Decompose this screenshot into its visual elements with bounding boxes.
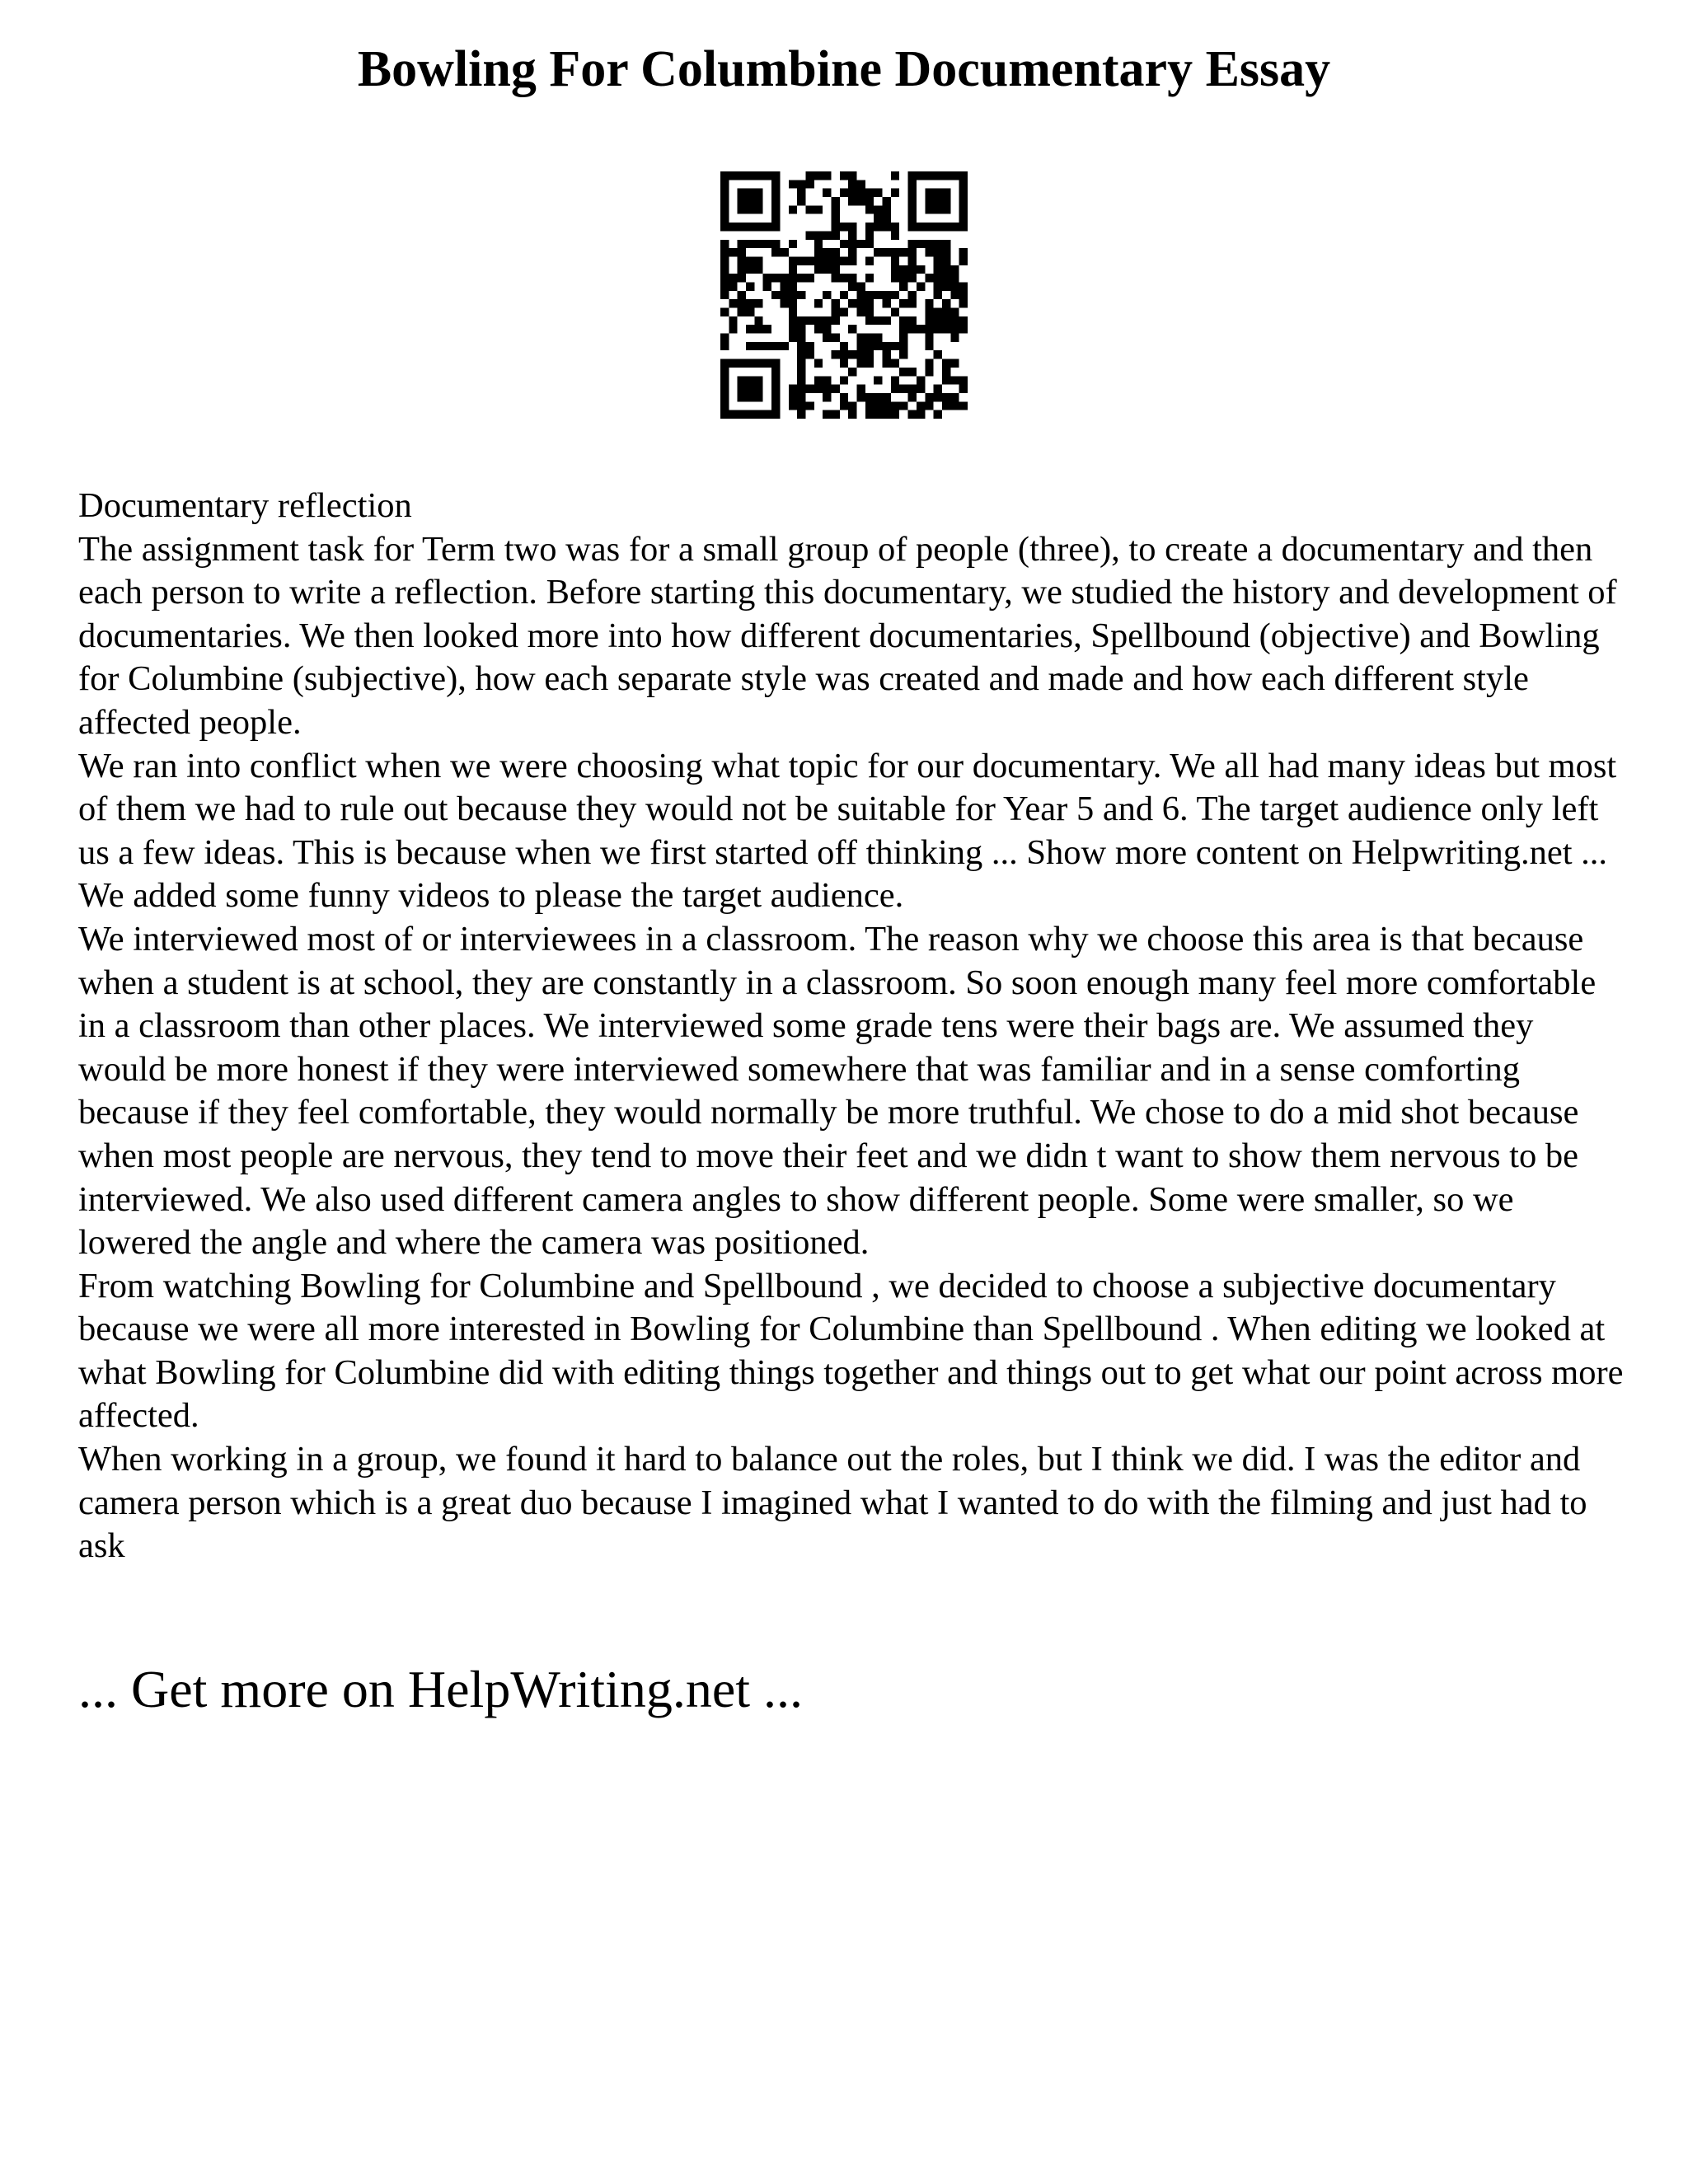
essay-paragraph: From watching Bowling for Columbine and Spellbound , we decided to choose a subjective documentary because we were all more interested in Bowling for Columbine than Spellbound . When editing we looked at what Bowling for Columbine did with editing things together and things out to get what our point across more affected. xyxy=(78,1266,1624,1436)
essay-paragraph: We added some funny videos to please the target audience. xyxy=(78,876,904,916)
qr-code-icon xyxy=(720,171,968,419)
essay-paragraph: When working in a group, we found it hard to balance out the roles, but I think we did. I was the editor and camera person which is a great duo because I imagined what I wanted to do with the filming and just had to ask xyxy=(78,1440,1587,1566)
essay-body xyxy=(78,485,1628,1568)
essay-paragraph: We ran into conflict when we were choosing what topic for our documentary. We all had many ideas but most of them we had to rule out because they would not be suitable for Year 5 and 6. The target audience only left us a few ideas. This is because when we first started off thinking ... Show more content on Helpwriting.net ... xyxy=(78,746,1617,872)
document-title: Bowling For Columbine Documentary Essay xyxy=(357,41,1331,97)
get-more-link[interactable]: ... Get more on HelpWriting.net ... xyxy=(78,1660,803,1718)
essay-heading: Documentary reflection xyxy=(78,486,412,525)
essay-paragraph: We interviewed most of or interviewees in a classroom. The reason why we choose this area is that because when a student is at school, they are constantly in a classroom. So soon enough many feel more comfortable in a classroom than other places. We interviewed some grade tens were their bags are. We assumed they would be more honest if they were interviewed somewhere that was familiar and in a sense comforting because if they feel comfortable, they would normally be more truthful. We chose to do a mid shot because when most people are nervous, they tend to move their feet and we didn t want to show them nervous to be interviewed. We also used different camera angles to show different people. Some were smaller, so we lowered the angle and where the camera was positioned. xyxy=(78,919,1597,1263)
essay-paragraph: The assignment task for Term two was for a small group of people (three), to create a documentary and then each person to write a reflection. Before starting this documentary, we studied the history and development of documentaries. We then looked more into how different documentaries, Spellbound (objective) and Bowling for Columbine (subjective), how each separate style was created and made and how each different style affected people. xyxy=(78,529,1617,742)
qr-code-graphic xyxy=(720,171,968,419)
